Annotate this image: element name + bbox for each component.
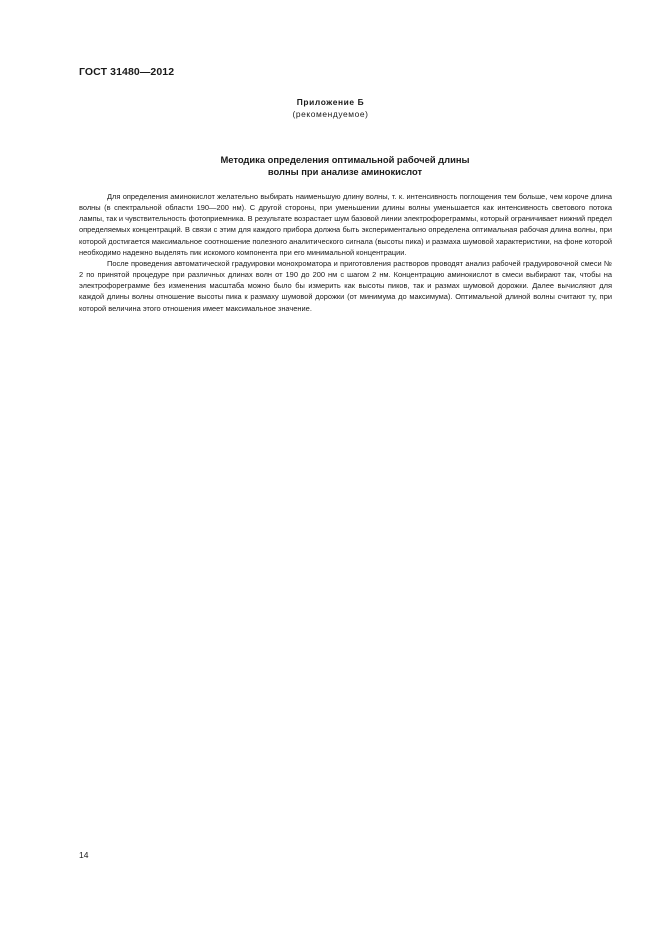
appendix-status: (рекомендуемое) — [292, 109, 369, 119]
document-code: ГОСТ 31480—2012 — [79, 66, 175, 78]
appendix-block — [0, 96, 661, 120]
page-number: 14 — [79, 850, 89, 860]
body-text — [79, 191, 612, 314]
appendix-title: Приложение Б — [296, 97, 365, 107]
paragraph: После проведения автоматической градуировки монохроматора и приготовления растворов проводят анализ рабочей градуировочной смеси № 2 по принятой процедуре при различных длинах волн от 190 до 200 нм с шагом 2 нм. Концентрацию аминокислот в смеси выбирают так, чтобы на электрофореграмме без изменения масштаба можно было бы измерить как высоты пиков, так и размах шумовой дорожки. Далее вычисляют для каждой длины волны отношение высоты пика к размаху шумовой дорожки (от минимума до максимума). Оптимальной длиной волны считают ту, при которой величина этого отношения имеет максимальное значение. — [79, 258, 612, 313]
paragraph: Для определения аминокислот желательно выбирать наименьшую длину волны, т. к. интенсивность поглощения тем больше, чем короче длина волны (в спектральной области 190—200 нм). С другой стороны, при уменьшении длины волны уменьшается как интенсивность светового потока лампы, так и чувствительность фотоприемника. В результате возрастает шум базовой линии электрофореграммы, который ограничивает нижний предел определяемых концентраций. В связи с этим для каждого прибора должна быть экспериментально определена оптимальная рабочая длина волны, при которой достигается максимальное соотношение полезного аналитического сигнала (высоты пика) и размаха шумовой характеристики, на фоне которой необходимо надежно выделять пик искомого компонента при его минимальной концентрации. — [79, 192, 612, 257]
section-heading — [0, 154, 661, 178]
section-heading-line-1: Методика определения оптимальной рабочей длины — [220, 154, 470, 165]
section-heading-line-2: волны при анализе аминокислот — [267, 166, 423, 177]
